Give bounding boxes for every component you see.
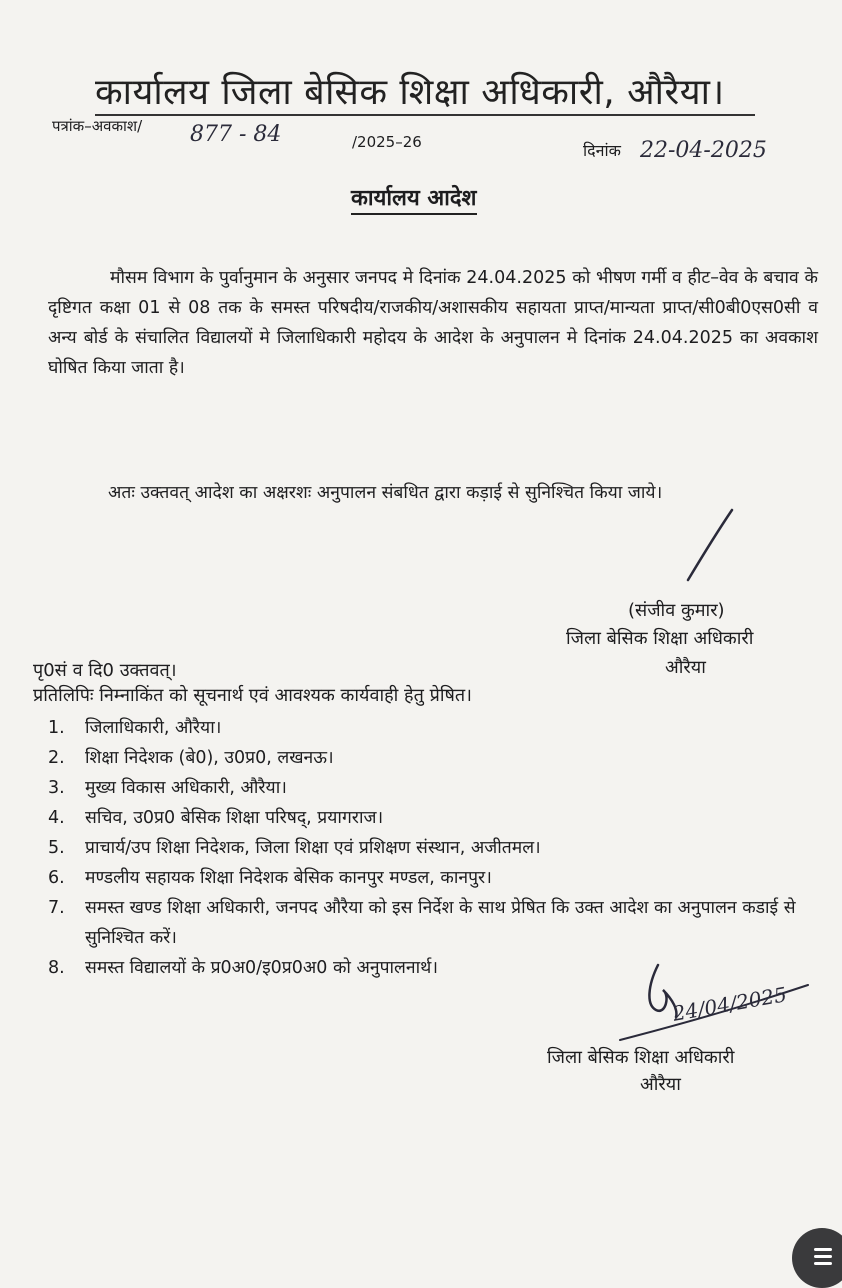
date-label: दिनांक bbox=[583, 141, 621, 160]
signature-date-handwritten: 24/04/2025 bbox=[670, 982, 789, 1026]
list-item-number: 3. bbox=[48, 778, 65, 798]
copy-intro: प्रतिलिपिः निम्नाकिंत को सूचनार्थ एवं आवश्यक कार्यवाही हेतु प्रेषित। bbox=[33, 685, 472, 706]
signatory-place: औरैया bbox=[665, 657, 706, 678]
list-item bbox=[48, 803, 818, 833]
list-item-number: 7. bbox=[48, 898, 65, 918]
list-item bbox=[48, 773, 818, 803]
reference-label: पत्रांक–अवकाश/ bbox=[52, 117, 143, 135]
list-item-text: मुख्य विकास अधिकारी, औरैया। bbox=[85, 778, 287, 798]
reference-number-handwritten: 877 - 84 bbox=[190, 122, 282, 147]
order-paragraph-1: मौसम विभाग के पुर्वानुमान के अनुसार जनपद मे दिनांक 24.04.2025 को भीषण गर्मी व हीट–वेव के बचाव के दृष्टिगत कक्षा 01 से 08 तक के समस्त परिषदीय/राजकीय/अशासकीय सहायता प्राप्त/मान्यता प्राप्त/सी0बी0एस0सी व अन्य बोर्ड के संचालित विद्यालयों मे जिलाधिकारी महोदय के आदेश के अनुपालन मे दिनांक 24.04.2025 का अवकाश घोषित किया जाता है। bbox=[48, 267, 818, 378]
office-heading: कार्यालय जिला बेसिक शिक्षा अधिकारी, औरैया। bbox=[95, 72, 725, 113]
menu-lines-icon bbox=[814, 1262, 832, 1265]
list-item-text: प्राचार्य/उप शिक्षा निदेशक, जिला शिक्षा एवं प्रशिक्षण संस्थान, अजीतमल। bbox=[85, 838, 541, 858]
list-item bbox=[48, 743, 818, 773]
list-item-number: 4. bbox=[48, 808, 65, 828]
signatory2-place: औरैया bbox=[640, 1074, 681, 1095]
heading-underline bbox=[95, 114, 755, 116]
memo-line: पृ0सं व दि0 उक्तवत्। bbox=[33, 660, 177, 681]
menu-lines-icon bbox=[814, 1248, 832, 1251]
list-item-number: 8. bbox=[48, 958, 65, 978]
copy-recipient-list bbox=[48, 713, 818, 983]
order-paragraph-2: अतः उक्तवत् आदेश का अक्षरशः अनुपालन संबधित द्वारा कड़ाई से सुनिश्चित किया जाये। bbox=[108, 482, 663, 503]
menu-lines-icon bbox=[814, 1255, 832, 1258]
list-item bbox=[48, 833, 818, 863]
reference-year: /2025–26 bbox=[352, 133, 422, 151]
list-item-text: मण्डलीय सहायक शिक्षा निदेशक बेसिक कानपुर मण्डल, कानपुर। bbox=[85, 868, 492, 888]
list-item-number: 5. bbox=[48, 838, 65, 858]
list-item bbox=[48, 863, 818, 893]
signatory2-designation: जिला बेसिक शिक्षा अधिकारी bbox=[547, 1047, 735, 1068]
signatory-name: (संजीव कुमार) bbox=[628, 600, 725, 621]
list-item-text: जिलाधिकारी, औरैया। bbox=[85, 718, 222, 738]
signature-mark bbox=[680, 505, 740, 585]
signatory-designation: जिला बेसिक शिक्षा अधिकारी bbox=[566, 628, 754, 649]
date-handwritten: 22-04-2025 bbox=[640, 138, 767, 163]
list-item-text: सचिव, उ0प्र0 बेसिक शिक्षा परिषद्, प्रयागराज। bbox=[85, 808, 384, 828]
list-item-text: शिक्षा निदेशक (बे0), उ0प्र0, लखनऊ। bbox=[85, 748, 334, 768]
list-item-number: 6. bbox=[48, 868, 65, 888]
menu-button[interactable] bbox=[792, 1228, 842, 1288]
list-item-text: समस्त विद्यालयों के प्र0अ0/इ0प्र0अ0 को अनुपालनार्थ। bbox=[85, 958, 438, 978]
list-item-text: समस्त खण्ड शिक्षा अधिकारी, जनपद औरैया को इस निर्देश के साथ प्रेषित कि उक्त आदेश का अनुपालन कडाई से सुनिश्चित करें। bbox=[85, 898, 796, 948]
list-item-number: 1. bbox=[48, 718, 65, 738]
list-item bbox=[48, 713, 818, 743]
list-item-number: 2. bbox=[48, 748, 65, 768]
order-title: कार्यालय आदेश bbox=[351, 182, 477, 215]
list-item bbox=[48, 893, 818, 953]
